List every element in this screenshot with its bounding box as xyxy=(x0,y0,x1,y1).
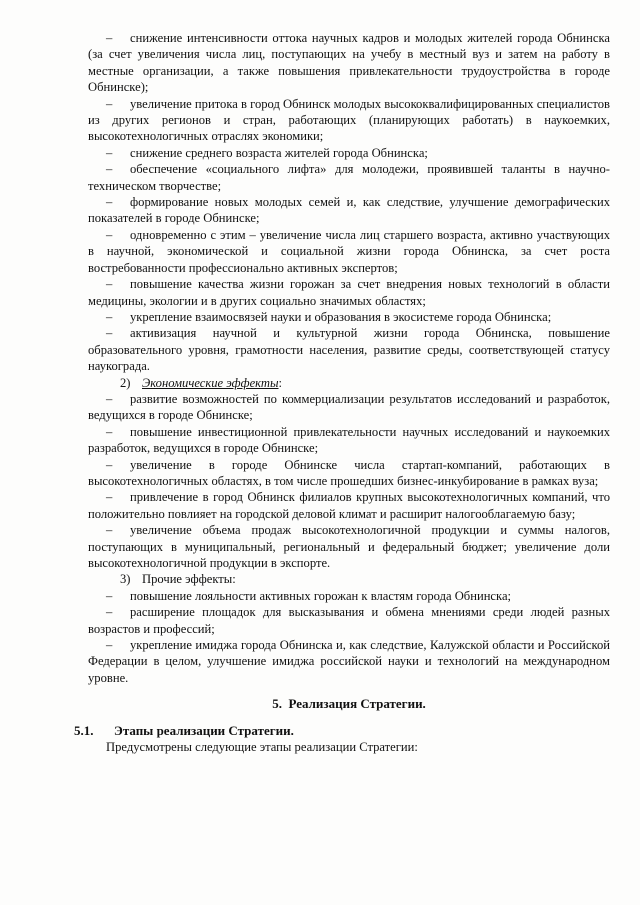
list-item xyxy=(88,145,610,161)
economic-effects-list xyxy=(88,391,610,571)
heading-colon: : xyxy=(278,375,283,390)
list-item-text: повышение инвестиционной привлекательности научных исследований и наукоемких разработок, ведущихся в городе Обнинске; xyxy=(88,424,610,456)
subsection-heading xyxy=(74,722,610,739)
heading-number: 3) xyxy=(120,572,131,587)
list-item-text: увеличение объема продаж высокотехнологичной продукции и суммы налогов, поступающих в муниципальный, региональный и федеральный бюджет; увеличение доли высокотехнологичной продукции в экспорте. xyxy=(88,523,610,570)
list-item-text: одновременно с этим – увеличение числа лиц старшего возраста, активно участвующих в научной, экономической и социальной жизни города Обнинска, за счет роста востребованности профессионально активных экспертов; xyxy=(88,227,610,275)
list-item xyxy=(88,309,610,325)
list-item-text: активизация научной и культурной жизни города Обнинска, повышение образовательного уровня, грамотности населения, развитие среды, соответствующей статусу наукограда. xyxy=(88,326,610,374)
list-dash: – xyxy=(106,145,113,160)
list-dash: – xyxy=(106,490,113,505)
subsection-title: Этапы реализации Стратегии. xyxy=(114,722,294,738)
list-dash: – xyxy=(106,277,113,292)
list-item xyxy=(88,457,610,490)
list-item xyxy=(88,391,610,424)
list-item xyxy=(88,325,610,374)
section-heading xyxy=(88,696,610,712)
list-item-text: привлечение в город Обнинск филиалов крупных высокотехнологичных компаний, что положительно повлияет на городской деловой климат и расширит налогооблагаемую базу; xyxy=(88,490,610,521)
list-dash: – xyxy=(106,523,113,538)
list-dash: – xyxy=(106,605,113,620)
list-item-text: расширение площадок для высказывания и обмена мнениями среди людей разных возрастов и профессий; xyxy=(88,605,610,636)
list-item-text: увеличение притока в город Обнинск молодых высококвалифицированных специалистов из других регионов и стран, работающих (планирующих работать) в наукоемких, высокотехнологичных отраслях экономики; xyxy=(88,96,610,144)
section-title: Реализация Стратегии. xyxy=(288,696,426,712)
list-item-text: увеличение в городе Обнинске числа стартап-компаний, работающих в высокотехнологичных областях, в том числе прошедших бизнес-инкубирование в рамках вуза; xyxy=(88,457,610,488)
list-item xyxy=(88,276,610,309)
list-item-text: снижение интенсивности оттока научных кадров и молодых жителей города Обнинска (за счет увеличения числа лиц, поступающих на учебу в местный вуз и затем на работу в местные организации, а также повышения привлекательности трудоустройства в городе Обнинске); xyxy=(88,31,610,95)
section-number: 5. xyxy=(272,696,282,712)
list-dash: – xyxy=(106,638,113,653)
list-dash: – xyxy=(106,457,113,472)
list-dash: – xyxy=(106,309,113,324)
list-item xyxy=(88,194,610,227)
other-effects-list xyxy=(88,588,610,686)
list-item-text: снижение среднего возраста жителей города Обнинска; xyxy=(130,145,428,160)
economic-effects-heading xyxy=(88,375,610,391)
list-item xyxy=(88,30,610,96)
list-item xyxy=(88,227,610,276)
social-effects-list xyxy=(88,30,610,375)
subsection-number: 5.1. xyxy=(74,722,94,738)
list-item-text: развитие возможностей по коммерциализации результатов исследований и разработок, ведущихся в городе Обнинске; xyxy=(88,391,610,423)
list-dash: – xyxy=(106,195,113,210)
list-item-text: повышение лояльности активных горожан к властям города Обнинска; xyxy=(130,588,512,603)
list-item xyxy=(88,604,610,637)
list-dash: – xyxy=(106,162,113,177)
list-dash: – xyxy=(106,96,113,111)
list-dash: – xyxy=(106,227,113,242)
other-effects-heading xyxy=(88,571,610,587)
list-dash: – xyxy=(106,391,113,406)
list-item xyxy=(88,588,610,604)
list-dash: – xyxy=(106,424,113,439)
list-item xyxy=(88,96,610,145)
list-item xyxy=(88,522,610,571)
heading-number: 2) xyxy=(120,375,131,390)
list-dash: – xyxy=(106,31,113,45)
list-item-text: повышение качества жизни горожан за счет внедрения новых технологий в области медицины, экологии и в других социально значимых областях; xyxy=(88,277,610,308)
list-item xyxy=(88,489,610,522)
list-dash: – xyxy=(106,326,113,341)
heading-title: Экономические эффекты xyxy=(142,375,279,390)
closing-paragraph: Предусмотрены следующие этапы реализации Стратегии: xyxy=(106,740,418,755)
list-item xyxy=(88,424,610,457)
list-item xyxy=(88,161,610,194)
list-dash: – xyxy=(106,588,113,603)
list-item-text: формирование новых молодых семей и, как следствие, улучшение демографических показателей в городе Обнинске; xyxy=(88,195,610,226)
heading-title: Прочие эффекты: xyxy=(142,572,236,587)
list-item-text: укрепление взаимосвязей науки и образования в экосистеме города Обнинска; xyxy=(130,309,552,324)
page-content xyxy=(74,30,610,755)
list-item-text: укрепление имиджа города Обнинска и, как следствие, Калужской области и Российской Федерации в целом, улучшение имиджа российской науки и технологий на международном уровне. xyxy=(88,638,610,685)
list-item xyxy=(88,637,610,686)
list-item-text: обеспечение «социального лифта» для молодежи, проявившей таланты в научно-техническом творчестве; xyxy=(88,162,610,193)
